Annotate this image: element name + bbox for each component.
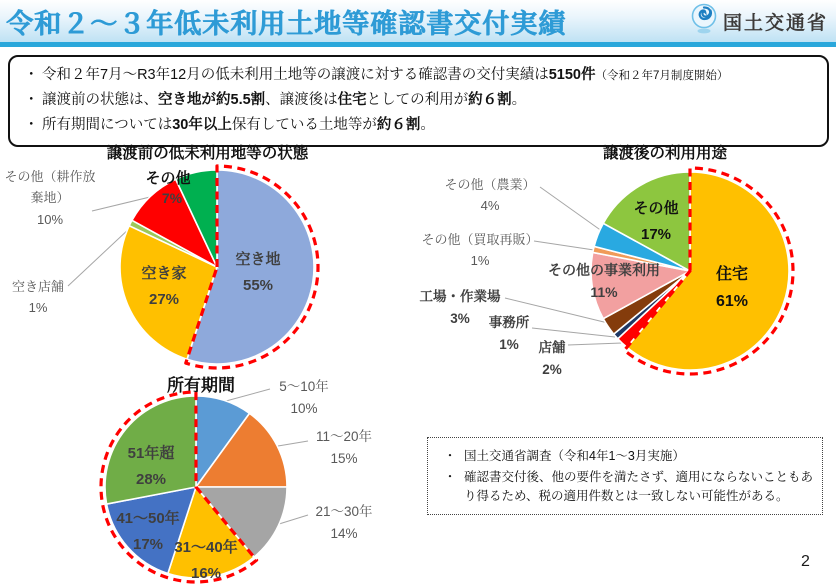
label-sonota17: その他 17%: [633, 200, 679, 243]
label-sonota-pct: 7%: [161, 190, 183, 206]
summary-box: [8, 55, 829, 147]
source-note-box: [427, 437, 823, 515]
label-jutaku: 住宅 61%: [715, 266, 749, 311]
label-kaitori-saihan: その他（買取再販） 1%: [421, 232, 539, 269]
label-kojo-sagyoba: 工場・作業場 3%: [419, 289, 501, 326]
chart3-title: 所有期間: [167, 376, 235, 395]
label-jimusho: 事務所 1%: [488, 315, 530, 352]
label-tenpo: 店舗 2%: [538, 340, 566, 377]
label-11-20: 11～20年 15%: [315, 429, 373, 467]
label-5-10: 5～10年 10%: [279, 379, 329, 417]
label-jigyo-riyo: その他の事業利用 11%: [548, 262, 660, 301]
leader-line-kaitori: [534, 241, 594, 250]
label-akichi: 空き地 55%: [235, 251, 281, 294]
summary-bullet-1: ・ 令和２年7月～R3年12月の低未利用土地等の譲渡に対する確認書の交付実績は5150件（令和２年7月制度開始）: [20, 63, 817, 88]
label-akiya: 空き家 27%: [141, 265, 187, 308]
mlit-swirl-icon: [690, 3, 718, 40]
label-21-30: 21～30年 14%: [315, 504, 373, 542]
note-item-1: ・ 国土交通省調査（令和4年1～3月実施）: [436, 447, 814, 466]
label-51cho: 51年超 28%: [127, 445, 175, 488]
label-aki-tenpo: 空き店舗 1%: [11, 279, 64, 316]
label-31-40: 31～40年 16%: [174, 539, 238, 582]
leader-line-tenpo: [568, 343, 622, 345]
label-sonota-top: その他: [145, 170, 191, 187]
summary-bullet-2: ・ 譲渡前の状態は、空き地が約5.5割、譲渡後は住宅としての利用が約６割。: [20, 88, 817, 113]
mlit-logo: [690, 3, 828, 40]
note-item-2: ・ 確認書交付後、他の要件を満たさず、適用にならないこともあり得るため、税の適用件数とは一致しない可能性がある。: [436, 468, 814, 506]
page-title: 令和２～３年低未利用土地等確認書交付実績: [6, 9, 566, 39]
header-underline: [0, 42, 836, 47]
label-nogyo: その他（農業） 4%: [444, 177, 536, 214]
page-number: 2: [801, 553, 810, 570]
chart2-title: 譲渡後の利用用途: [602, 145, 727, 162]
chart1-title: 譲渡前の低未利用地等の状態: [106, 145, 309, 162]
leader-line-jimusho: [532, 328, 615, 337]
label-41-50: 41～50年 17%: [116, 510, 180, 553]
logo-text: 国土交通省: [722, 13, 828, 34]
summary-bullet-3: ・ 所有期間については30年以上保有している土地等が約６割。: [20, 113, 817, 138]
label-kosaku-hokichi: その他（耕作放棄地） 10%: [4, 169, 96, 227]
